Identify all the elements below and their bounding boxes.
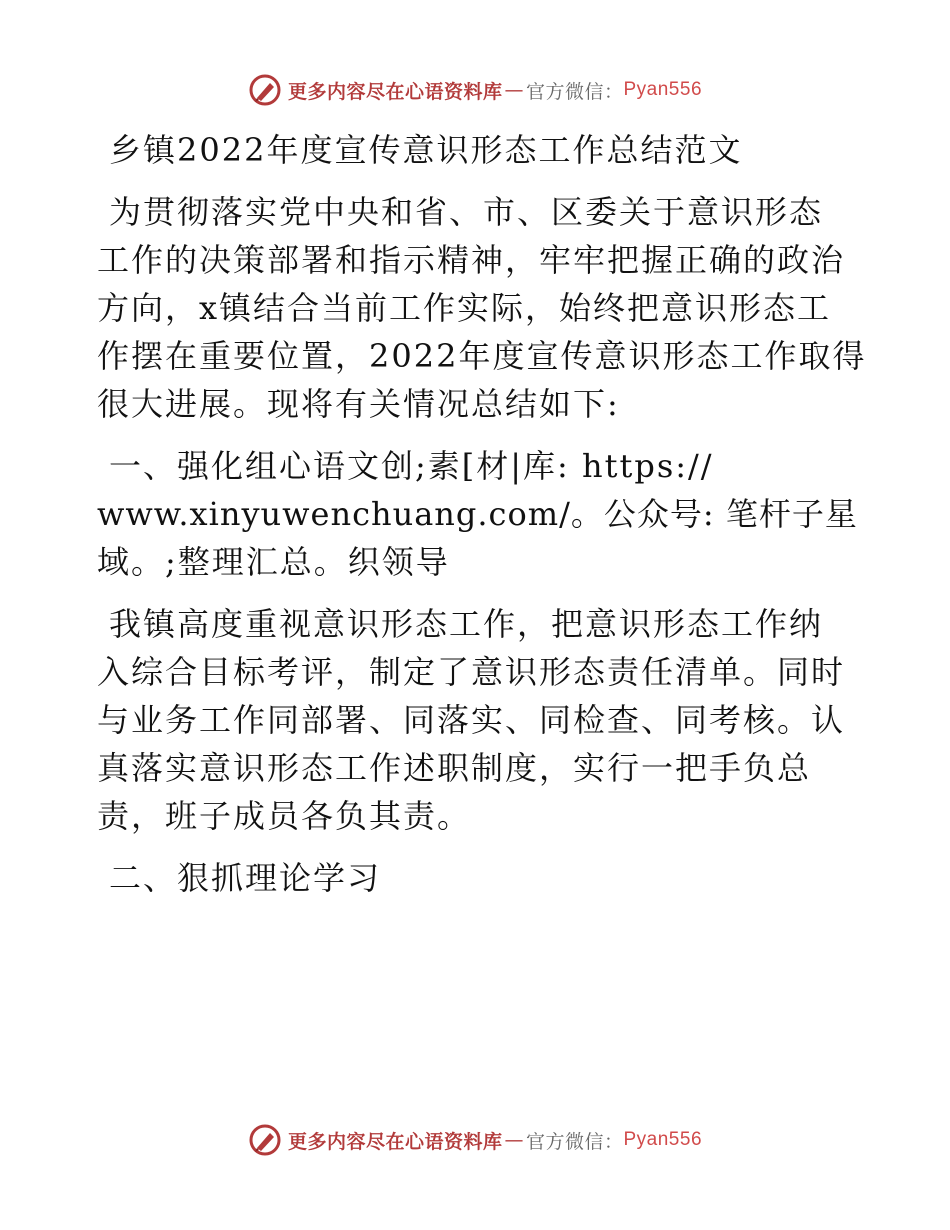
section2-heading: 二、狠抓理论学习 [109, 859, 382, 897]
watermark-text [288, 77, 702, 104]
heading-line: 域。;整理汇总。织领导 [97, 543, 450, 581]
paragraph-line: 方向，x镇结合当前工作实际，始终把意识形态工 [97, 289, 832, 327]
document-title: 乡镇2022年度宣传意识形态工作总结范文 [109, 131, 743, 169]
heading-line: 一、强化组心语文创;素[材|库: https:// [109, 447, 714, 485]
watermark-wechat-label: 官方微信： [525, 1130, 624, 1153]
paragraph-line: 工作的决策部署和指示精神，牢牢把握正确的政治 [97, 241, 846, 279]
watermark-label: 更多内容尽在心语资料库 [287, 80, 503, 103]
watermark-text [288, 1127, 702, 1154]
pen-nib-logo-icon [248, 73, 282, 107]
watermark-banner-bottom [0, 1120, 950, 1160]
pen-nib-logo-icon [248, 1123, 282, 1157]
watermark-wechat-id: Pyan556 [623, 1129, 703, 1150]
section1-heading [97, 442, 867, 586]
paragraph-line: 入综合目标考评，制定了意识形态责任清单。同时 [97, 653, 846, 691]
paragraph-line: 作摆在重要位置，2022年度宣传意识形态工作取得 [97, 337, 867, 375]
watermark-separator: — [504, 1129, 524, 1151]
document-body [97, 120, 867, 902]
section1-paragraph [97, 600, 867, 840]
paragraph-line: 责，班子成员各负其责。 [97, 797, 472, 835]
paragraph-line: 与业务工作同部署、同落实、同检查、同考核。认 [97, 701, 846, 739]
intro-paragraph [97, 188, 867, 428]
watermark-separator: — [504, 79, 524, 101]
watermark-wechat-id: Pyan556 [623, 79, 703, 100]
paragraph-line: 很大进展。现将有关情况总结如下: [97, 385, 620, 423]
heading-line: www.xinyuwenchuang.com/。公众号: 笔杆子星 [97, 495, 858, 533]
watermark-label: 更多内容尽在心语资料库 [287, 1130, 503, 1153]
paragraph-line: 真落实意识形态工作述职制度，实行一把手负总 [97, 749, 812, 787]
paragraph-line: 为贯彻落实党中央和省、市、区委关于意识形态 [109, 193, 824, 231]
watermark-banner-top [0, 70, 950, 110]
watermark-wechat-label: 官方微信： [525, 80, 624, 103]
paragraph-line: 我镇高度重视意识形态工作，把意识形态工作纳 [109, 605, 824, 643]
